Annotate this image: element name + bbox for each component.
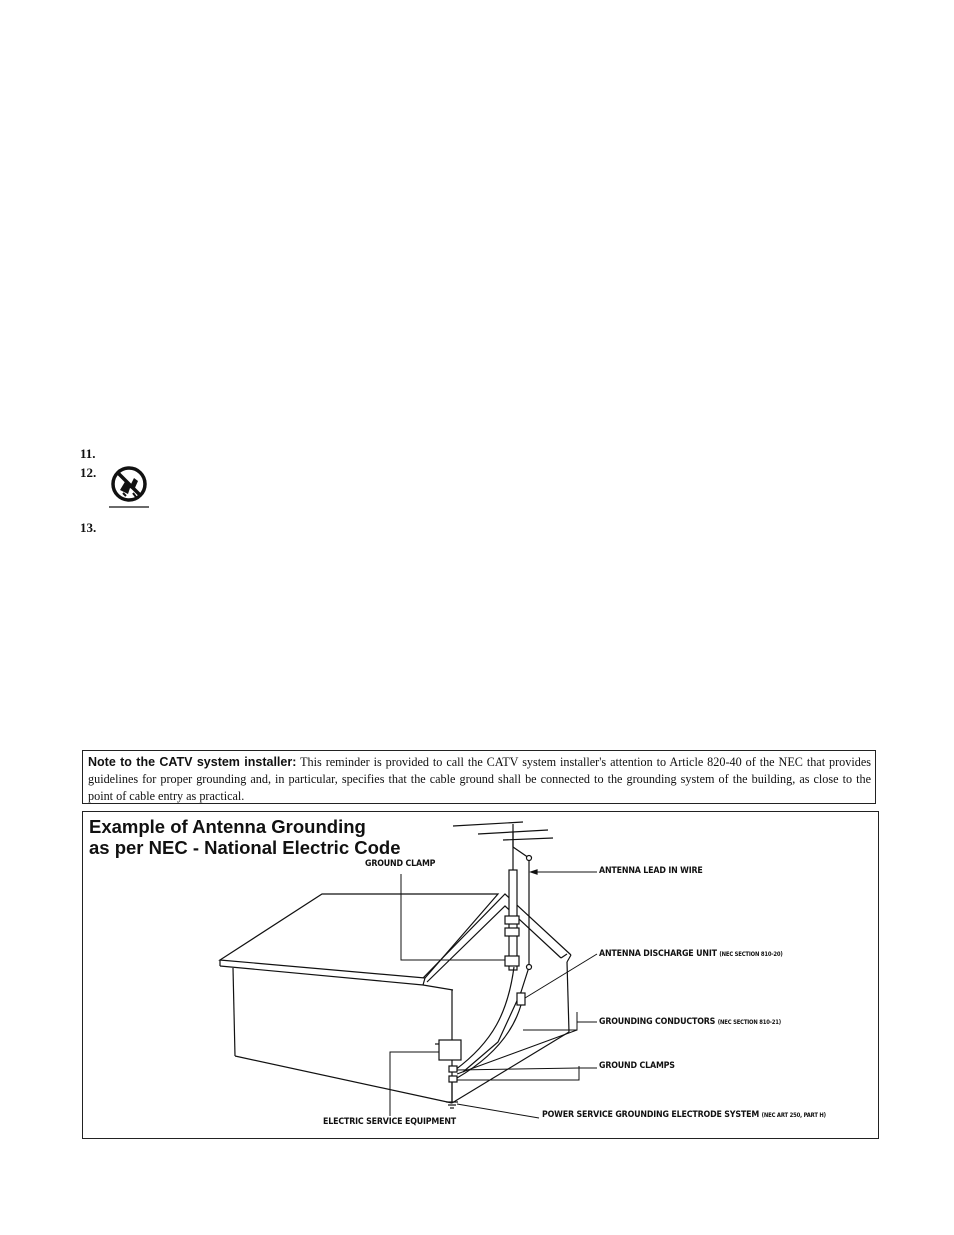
discharge-callout (525, 954, 597, 998)
ground-clamp-mast (505, 956, 519, 966)
list-number-13: 13. (80, 520, 97, 535)
roof (220, 894, 498, 978)
label-electric-service-equipment: ELECTRIC SERVICE EQUIPMENT (323, 1117, 457, 1127)
house-side-bottom (452, 1032, 569, 1103)
cart-tipover-warning-icon (106, 460, 152, 510)
house-left-wall (233, 968, 235, 1056)
electric-service-box (439, 1040, 461, 1060)
note-lead: Note to the CATV system installer: (88, 755, 297, 769)
house-front-bottom (235, 1056, 452, 1103)
diagram-title-line-1: Example of Antenna Grounding (89, 816, 366, 837)
list-number-11: 11. (80, 446, 96, 461)
list-number-12: 12. (80, 465, 97, 480)
label-power-service-grounding (542, 1110, 826, 1120)
antenna-grounding-diagram (82, 811, 879, 1139)
note-body: This reminder is provided to call the CATV system installer's attention to Article 820-40 of the NEC that provides guidelines for proper grounding and, in particular, specifies that the cable ground shall be connected to the grounding system of the building, as close to the point of cable entry as practical. (88, 755, 872, 803)
diagram-title-line-2: as per NEC - National Electric Code (89, 837, 401, 858)
label-ground-clamp: GROUND CLAMP (365, 859, 436, 869)
antenna-discharge-unit-ref: (NEC SECTION 810-20) (719, 951, 783, 958)
label-antenna-discharge-unit (599, 949, 783, 959)
antenna-discharge-unit-text: ANTENNA DISCHARGE UNIT (599, 949, 717, 959)
grounding-conductor (455, 967, 514, 1070)
grounding-conductors-text: GROUNDING CONDUCTORS (599, 1017, 716, 1027)
label-ground-clamps: GROUND CLAMPS (599, 1061, 675, 1071)
house-antenna-illustration (83, 812, 878, 1138)
label-antenna-lead-in-wire: ANTENNA LEAD IN WIRE (599, 866, 703, 876)
house-front-top (423, 985, 453, 990)
power-service-grounding-text: POWER SERVICE GROUNDING ELECTRODE SYSTEM (542, 1110, 760, 1120)
discharge-unit (517, 993, 525, 1005)
power-service-grounding-ref: (NEC ART 250, PART H) (761, 1112, 826, 1119)
power-grounding-callout (457, 1104, 539, 1118)
label-grounding-conductors (599, 1017, 781, 1027)
electric-service-callout (390, 1052, 439, 1116)
grounding-conductors-ref: (NEC SECTION 810-21) (717, 1019, 782, 1026)
catv-installer-note (82, 750, 876, 804)
